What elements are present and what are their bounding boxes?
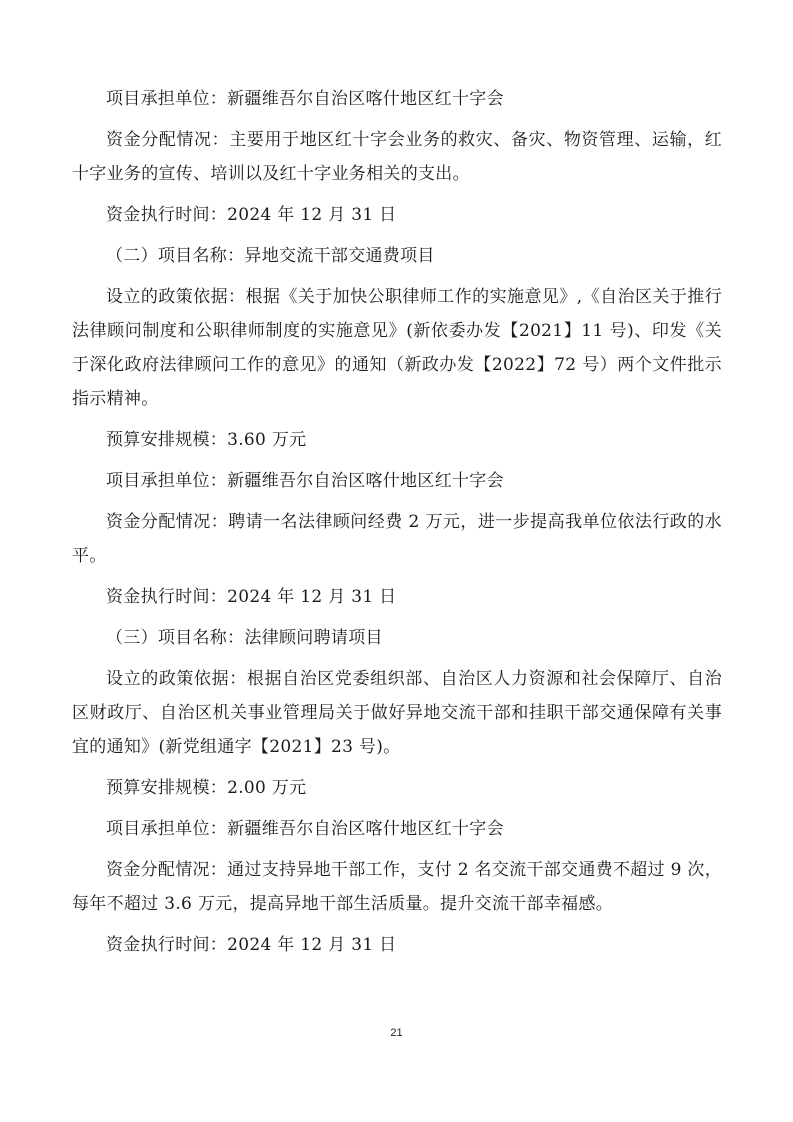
budget-scale-2: 预算安排规模：3.60 万元 xyxy=(106,430,307,450)
execution-time-1: 资金执行时间：2024 年 12 月 31 日 xyxy=(106,205,397,225)
project-heading-3: （三）项目名称：法律顾问聘请项目 xyxy=(106,628,383,648)
undertaking-unit-3: 项目承担单位：新疆维吾尔自治区喀什地区红十字会 xyxy=(106,819,504,839)
undertaking-unit-2: 项目承担单位：新疆维吾尔自治区喀什地区红十字会 xyxy=(106,471,504,491)
page-number: 21 xyxy=(390,1027,403,1039)
policy-basis-2: 设立的政策依据：根据《关于加快公职律师工作的实施意见》,《自治区关于推行法律顾问制度和公职律师制度的实施意见》(新依委办发【2021】11 号)、印发《关于深化政府法律顾问工作的意见》的通知（新政办发【2022】72 号）两个文件批示指示精神。 xyxy=(72,287,722,409)
policy-basis-3: 设立的政策依据：根据自治区党委组织部、自治区人力资源和社会保障厅、自治区财政厅、自治区机关事业管理局关于做好异地交流干部和挂职干部交通保障有关事宜的通知》(新党组通字【2021】23 号)。 xyxy=(72,669,722,757)
budget-scale-3: 预算安排规模：2.00 万元 xyxy=(106,778,307,798)
project-heading-2: （二）项目名称：异地交流干部交通费项目 xyxy=(106,246,435,266)
execution-time-3: 资金执行时间：2024 年 12 月 31 日 xyxy=(106,935,397,955)
fund-allocation-3: 资金分配情况：通过支持异地干部工作，支付 2 名交流干部交通费不超过 9 次，每年不超过 3.6 万元，提高异地干部生活质量。提升交流干部幸福感。 xyxy=(72,860,722,914)
execution-time-2: 资金执行时间：2024 年 12 月 31 日 xyxy=(106,587,397,607)
undertaking-unit-1: 项目承担单位：新疆维吾尔自治区喀什地区红十字会 xyxy=(106,89,504,109)
fund-allocation-2: 资金分配情况：聘请一名法律顾问经费 2 万元，进一步提高我单位依法行政的水平。 xyxy=(72,512,722,566)
fund-allocation-1: 资金分配情况：主要用于地区红十字会业务的救灾、备灾、物资管理、运输，红十字业务的宣传、培训以及红十字业务相关的支出。 xyxy=(72,130,722,184)
document-body xyxy=(72,82,722,969)
